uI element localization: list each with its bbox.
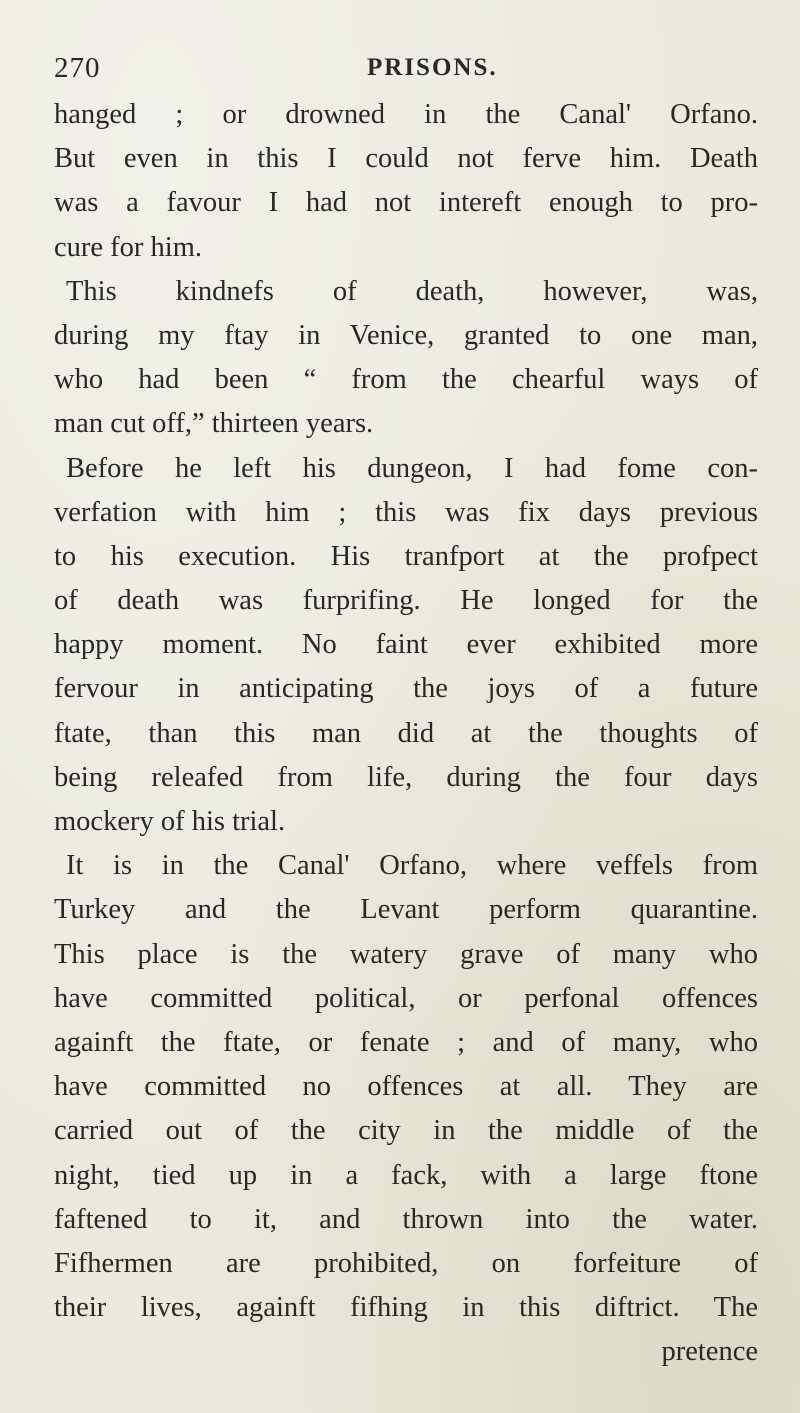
text-line: mockery of his trial. xyxy=(54,806,286,837)
text-line: againft the ftate, or fenate ; and of many, who xyxy=(54,1026,758,1058)
text-line: man cut off,” thirteen years. xyxy=(54,408,374,440)
text-line: carried out of the city in the middle of the xyxy=(54,1115,758,1147)
text-line: was a favour I had not intereft enough to pro- xyxy=(54,187,758,219)
text-line: have committed no offences at all. They are xyxy=(54,1071,758,1103)
catchword: pretence xyxy=(661,1336,758,1368)
text-line: night, tied up in a fack, with a large ftone xyxy=(54,1159,758,1191)
body-text xyxy=(54,93,758,1374)
text-line: But even in this I could not ferve him. Death xyxy=(54,143,758,175)
page-number: 270 xyxy=(54,52,101,84)
text-line: Turkey and the Levant perform quarantine. xyxy=(54,894,758,926)
text-line: during my ftay in Venice, granted to one man, xyxy=(54,319,758,351)
text-line: Fifhermen are prohibited, on forfeiture of xyxy=(54,1247,758,1279)
text-line: who had been “ from the chearful ways of xyxy=(54,364,758,396)
running-head xyxy=(54,52,754,92)
text-line: This place is the watery grave of many who xyxy=(54,938,758,970)
text-line: have committed political, or perfonal offences xyxy=(54,982,758,1014)
text-line: being releafed from life, during the four days xyxy=(54,761,758,793)
running-title: PRISONS. xyxy=(367,54,498,81)
text-line: fervour in anticipating the joys of a future xyxy=(54,673,758,705)
text-line: of death was furprifing. He longed for the xyxy=(54,585,758,617)
text-line: verfation with him ; this was fix days previous xyxy=(54,496,758,528)
text-line: cure for him. xyxy=(54,231,202,263)
text-line: This kindnefs of death, however, was, xyxy=(66,275,758,307)
text-line: hanged ; or drowned in the Canal' Orfano. xyxy=(54,99,758,130)
text-line: It is in the Canal' Orfano, where veffels from xyxy=(66,850,758,882)
text-line: happy moment. No faint ever exhibited more xyxy=(54,629,758,661)
text-line: faftened to it, and thrown into the water. xyxy=(54,1203,758,1235)
text-line: ftate, than this man did at the thoughts of xyxy=(54,717,758,749)
text-line: Before he left his dungeon, I had fome con- xyxy=(66,452,758,484)
text-line: their lives, againft fifhing in this diftrict. The xyxy=(54,1292,758,1324)
text-line: to his execution. His tranfport at the profpect xyxy=(54,540,758,572)
